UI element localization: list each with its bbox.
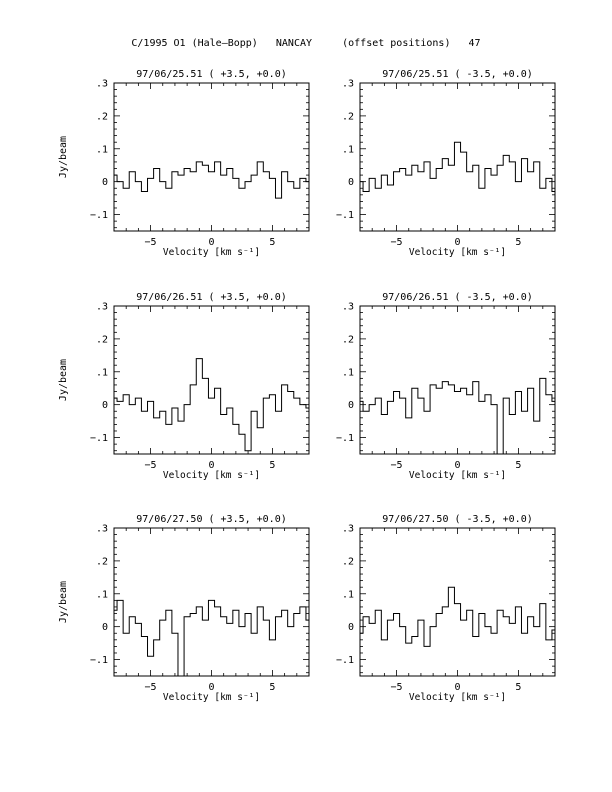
panel-title: 97/06/27.50 ( -3.5, +0.0) <box>382 514 533 525</box>
y-tick-label: .1 <box>95 144 108 156</box>
spectrum-line <box>357 378 558 454</box>
y-tick-label: .1 <box>341 144 354 156</box>
x-tick-label: 5 <box>515 460 522 471</box>
y-tick-label: −.1 <box>89 655 108 667</box>
x-tick-label: 0 <box>454 460 461 471</box>
y-tick-label: −.1 <box>335 433 354 445</box>
y-tick-label: .2 <box>95 111 108 123</box>
spectrum-line <box>111 600 312 676</box>
y-tick-label: .1 <box>95 367 108 379</box>
y-tick-label: 0 <box>101 177 108 189</box>
y-tick-label: .1 <box>95 589 108 601</box>
x-tick-label: −5 <box>390 682 403 693</box>
x-tick-label: 0 <box>208 237 215 248</box>
spectrum-panel <box>336 292 558 481</box>
x-tick-label: 5 <box>515 682 522 693</box>
x-tick-label: 5 <box>269 460 276 471</box>
y-tick-label: .1 <box>341 367 354 379</box>
y-tick-label: 0 <box>347 622 354 634</box>
spectrum-panel <box>58 292 312 481</box>
y-tick-label: −.1 <box>89 210 108 222</box>
x-axis-label: Velocity [km s⁻¹] <box>162 692 261 703</box>
y-axis-label: Jy/beam <box>58 358 69 402</box>
y-tick-label: .2 <box>341 111 354 123</box>
spectrum-line <box>111 359 312 451</box>
y-tick-label: .3 <box>341 301 354 313</box>
x-tick-label: −5 <box>390 460 403 471</box>
x-tick-label: 5 <box>269 682 276 693</box>
x-axis-label: Velocity [km s⁻¹] <box>408 470 507 481</box>
panel-title: 97/06/26.51 ( -3.5, +0.0) <box>382 292 533 303</box>
x-axis-label: Velocity [km s⁻¹] <box>408 247 507 258</box>
plot-frame <box>360 306 555 454</box>
spectrum-panel <box>336 514 558 703</box>
plot-frame <box>360 83 555 231</box>
spectrum-line <box>357 142 558 191</box>
y-tick-label: −.1 <box>89 433 108 445</box>
y-tick-label: .2 <box>341 334 354 346</box>
panel-title: 97/06/25.51 ( -3.5, +0.0) <box>382 69 533 80</box>
x-tick-label: 0 <box>208 460 215 471</box>
y-tick-label: .3 <box>95 78 108 90</box>
x-tick-label: 0 <box>454 237 461 248</box>
x-tick-label: −5 <box>144 237 157 248</box>
spectrum-panel <box>336 69 558 258</box>
x-axis-label: Velocity [km s⁻¹] <box>162 247 261 258</box>
y-tick-label: 0 <box>347 177 354 189</box>
y-tick-label: .3 <box>341 523 354 535</box>
x-tick-label: 0 <box>454 682 461 693</box>
x-tick-label: −5 <box>390 237 403 248</box>
spectrum-line <box>111 162 312 198</box>
y-tick-label: 0 <box>101 400 108 412</box>
y-tick-label: 0 <box>101 622 108 634</box>
y-tick-label: 0 <box>347 400 354 412</box>
plot-frame <box>114 528 309 676</box>
plot-frame <box>114 306 309 454</box>
page-title: C/1995 O1 (Hale–Bopp) NANCAY (offset positions) 47 <box>131 38 481 49</box>
plot-frame <box>114 83 309 231</box>
y-axis-label: Jy/beam <box>58 580 69 624</box>
x-tick-label: −5 <box>144 682 157 693</box>
y-tick-label: .3 <box>341 78 354 90</box>
x-tick-label: 5 <box>515 237 522 248</box>
spectrum-line <box>357 587 558 646</box>
y-tick-label: −.1 <box>335 210 354 222</box>
x-tick-label: 5 <box>269 237 276 248</box>
panel-title: 97/06/27.50 ( +3.5, +0.0) <box>136 514 287 525</box>
x-axis-label: Velocity [km s⁻¹] <box>162 470 261 481</box>
y-axis-label: Jy/beam <box>58 135 69 179</box>
y-tick-label: .3 <box>95 301 108 313</box>
y-tick-label: .2 <box>341 556 354 568</box>
y-tick-label: −.1 <box>335 655 354 667</box>
y-tick-label: .2 <box>95 556 108 568</box>
y-tick-label: .1 <box>341 589 354 601</box>
y-tick-label: .2 <box>95 334 108 346</box>
x-tick-label: −5 <box>144 460 157 471</box>
plot-frame <box>360 528 555 676</box>
panel-title: 97/06/25.51 ( +3.5, +0.0) <box>136 69 287 80</box>
spectrum-panel <box>58 514 312 703</box>
x-tick-label: 0 <box>208 682 215 693</box>
y-tick-label: .3 <box>95 523 108 535</box>
spectrum-panel <box>58 69 312 258</box>
panel-title: 97/06/26.51 ( +3.5, +0.0) <box>136 292 287 303</box>
x-axis-label: Velocity [km s⁻¹] <box>408 692 507 703</box>
